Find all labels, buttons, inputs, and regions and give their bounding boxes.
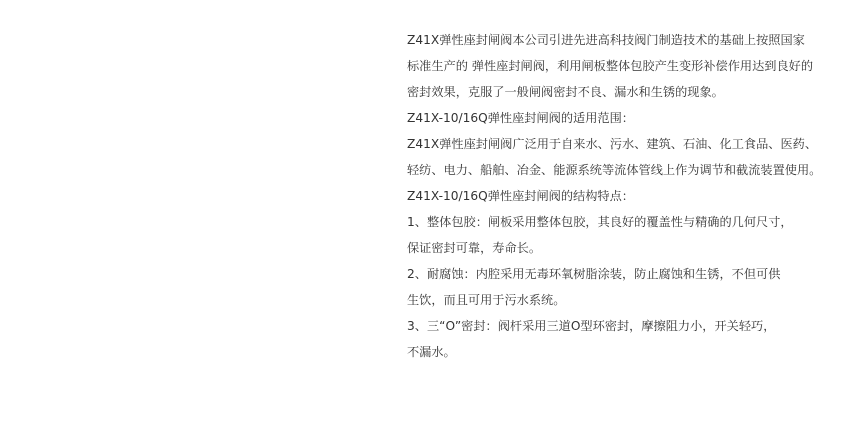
text-line: Z41X弹性座封闸阀广泛用于自来水、污水、建筑、石油、化工食品、医药、 xyxy=(407,137,818,151)
feature-item: 1、整体包胶：闸板采用整体包胶，其良好的覆盖性与精确的几何尺寸， xyxy=(407,215,793,229)
feature-item: 2、耐腐蚀：内腔采用无毒环氧树脂涂装，防止腐蚀和生锈，不但可供 xyxy=(407,267,781,281)
text-line: 生饮，而且可用于污水系统。 xyxy=(407,293,566,307)
section-heading: Z41X-10/16Q弹性座封闸阀的结构特点： xyxy=(407,189,634,203)
feature-item: 3、三“O”密封：阀杆采用三道O型环密封，摩擦阻力小，开关轻巧， xyxy=(407,319,776,333)
section-heading: Z41X-10/16Q弹性座封闸阀的适用范围： xyxy=(407,111,634,125)
text-line: 不漏水。 xyxy=(407,345,456,359)
text-line: 密封效果，克服了一般闸阀密封不良、漏水和生锈的现象。 xyxy=(407,85,724,99)
text-line: 轻纺、电力、船舶、冶金、能源系统等流体管线上作为调节和截流装置使用。 xyxy=(407,163,822,177)
text-line: 保证密封可靠，寿命长。 xyxy=(407,241,542,255)
article-body xyxy=(407,27,862,365)
text-line: 标准生产的 弹性座封闸阀，利用闸板整体包胶产生变形补偿作用达到良好的 xyxy=(407,59,814,73)
text-line: Z41X弹性座封闸阀本公司引进先进高科技阀门制造技术的基础上按照国家 xyxy=(407,33,805,47)
